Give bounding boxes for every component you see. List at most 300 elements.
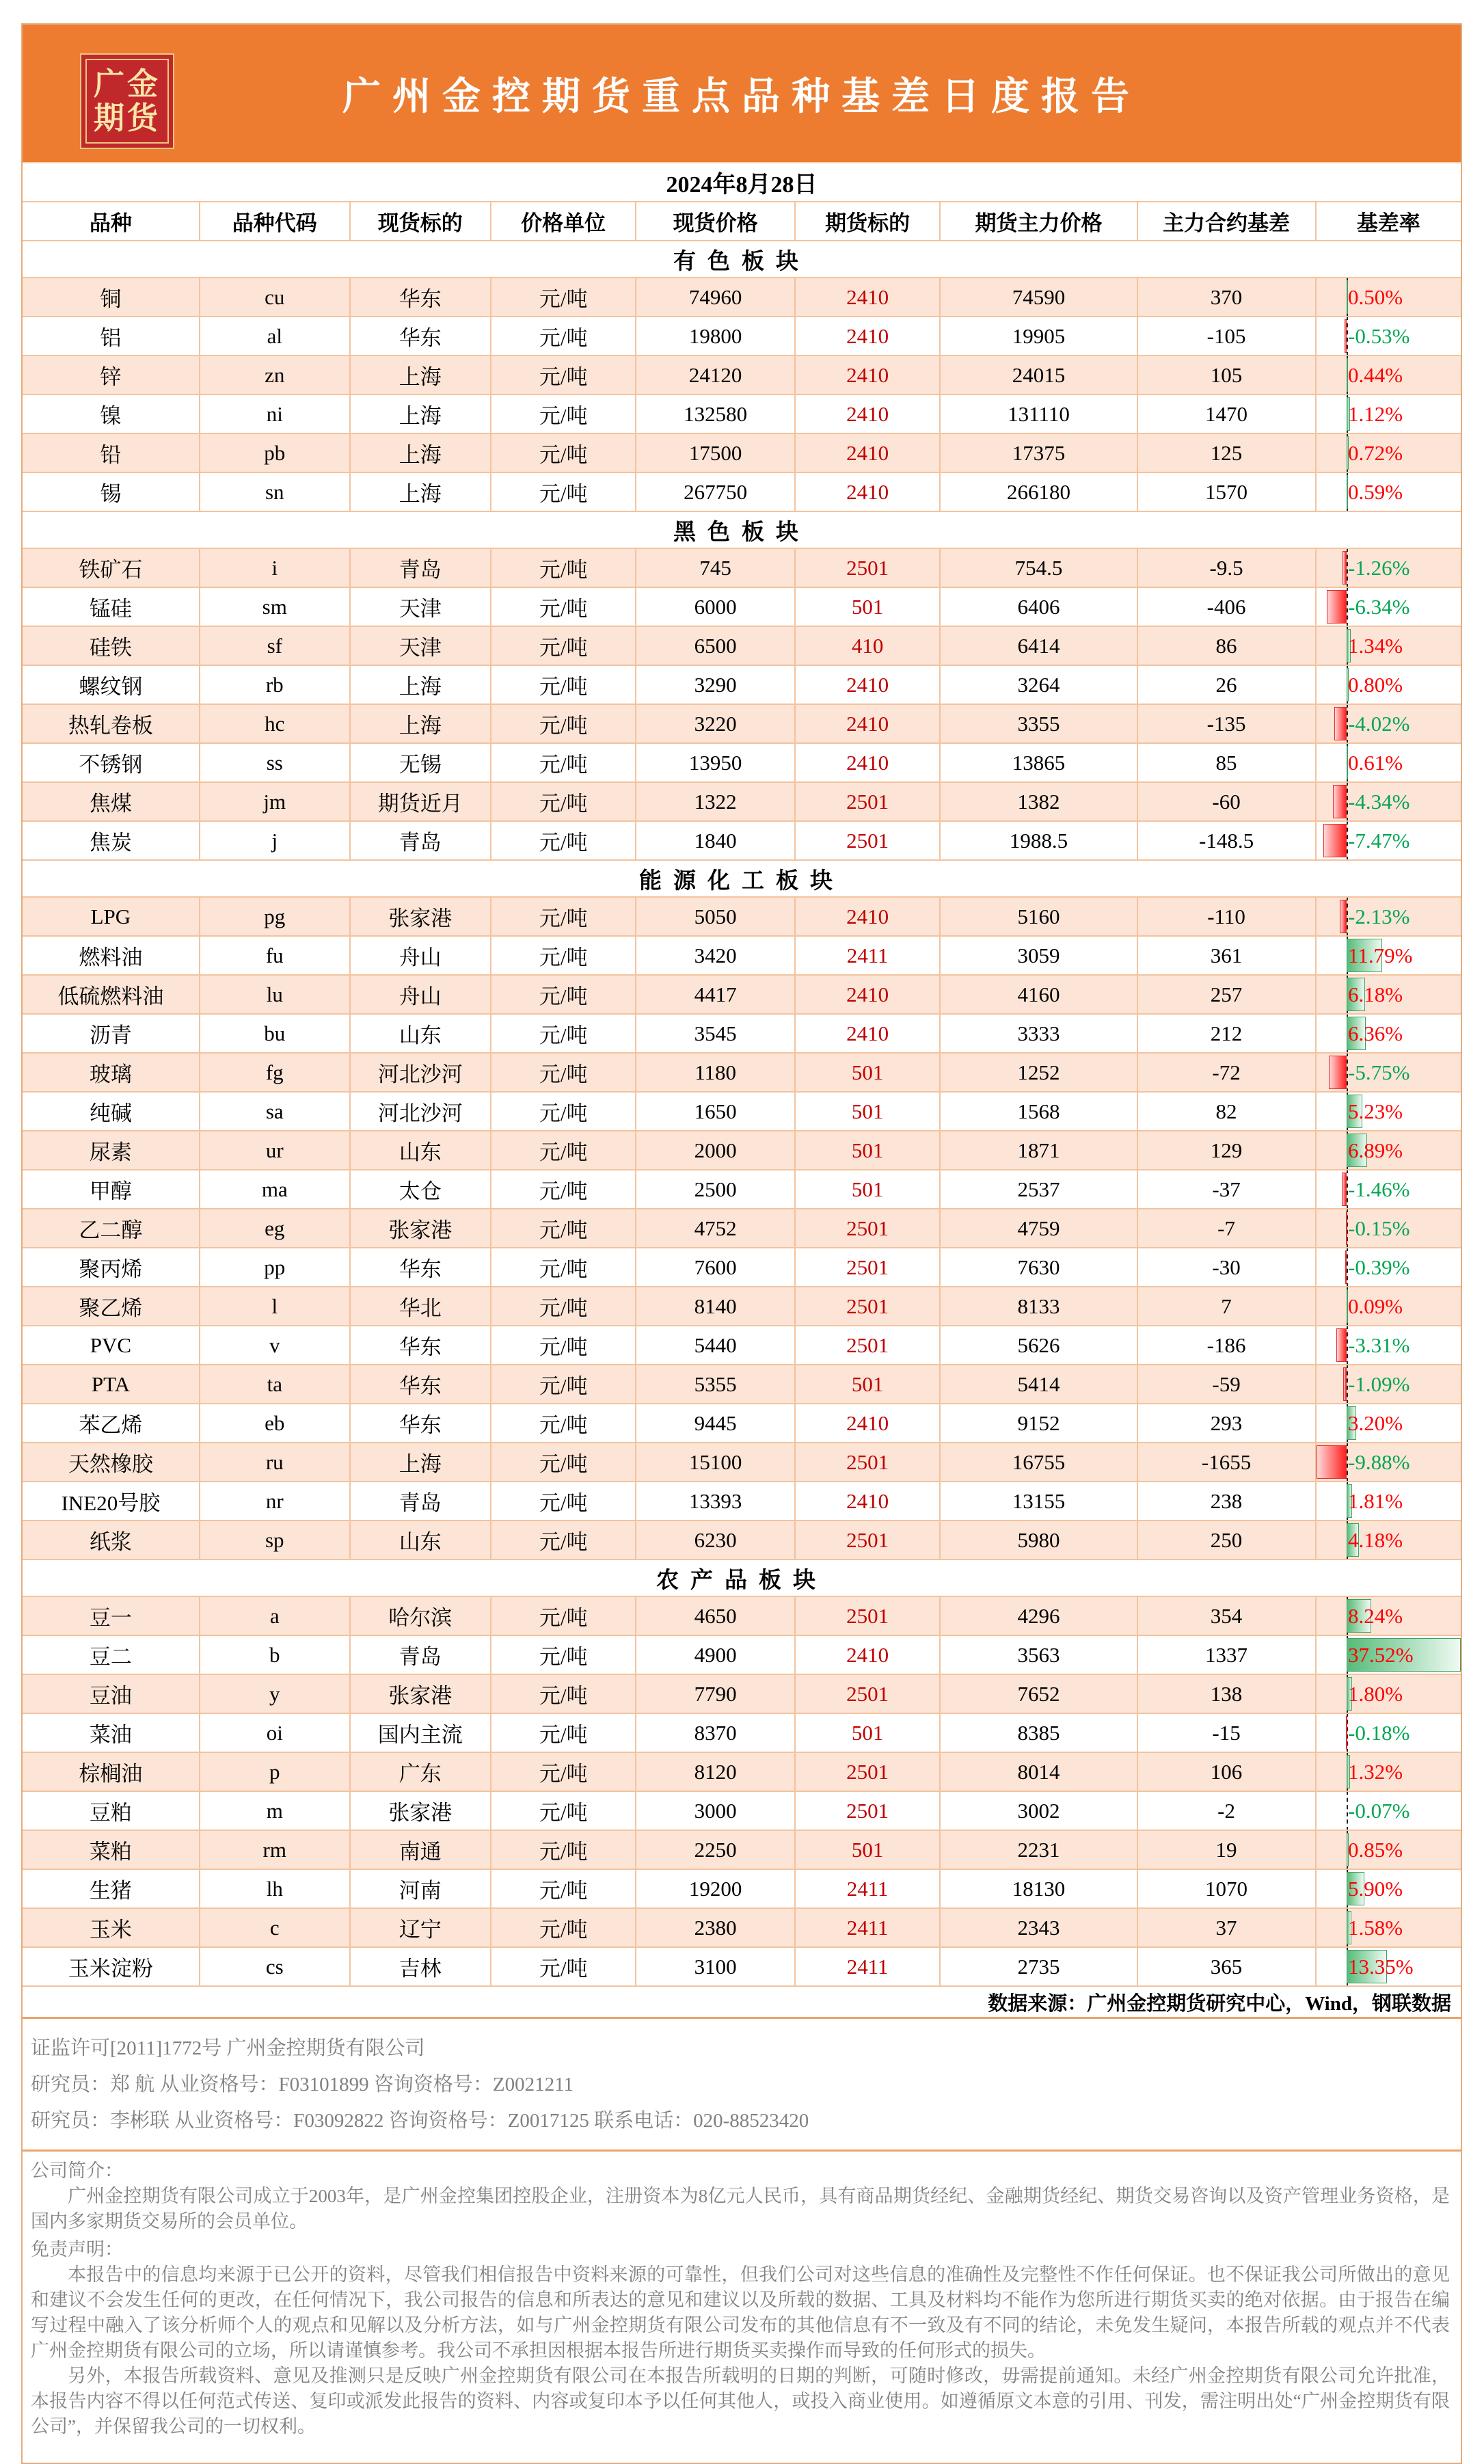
cell-basis: -105 [1138,317,1317,355]
cell-code: nr [200,1482,351,1520]
basis-rate-value: 0.61% [1348,750,1403,775]
cell-price-unit: 元/吨 [491,783,637,820]
table-row [23,1482,1461,1521]
cell-code: eg [200,1209,351,1247]
cell-spot-price: 19800 [636,317,795,355]
table-row [23,1248,1461,1287]
basis-rate-value: -4.34% [1348,789,1410,814]
cell-variety: 锌 [23,356,200,394]
cell-code: lu [200,976,351,1013]
cell-spot-target: 华东 [351,1404,491,1442]
cell-contract: 2501 [796,1675,941,1713]
cell-code: ss [200,744,351,781]
basis-rate-value: -0.39% [1348,1255,1410,1279]
cell-variety: PTA [23,1365,200,1403]
cell-basis-rate [1317,1831,1461,1869]
table-row [23,1636,1461,1675]
cell-code: sm [200,588,351,626]
basis-rate-value: 13.35% [1348,1954,1414,1979]
license-info [23,2019,1461,2152]
cell-contract: 2501 [796,1521,941,1559]
section-header: 农产品板块 [23,1560,1461,1597]
cell-variety: 锰硅 [23,588,200,626]
cell-code: p [200,1753,351,1791]
cell-code: al [200,317,351,355]
cell-basis-rate [1317,1287,1461,1325]
basis-rate-value: 4.18% [1348,1527,1403,1552]
basis-rate-value: -0.18% [1348,1720,1410,1745]
cell-contract: 501 [796,1093,941,1130]
cell-basis-rate [1317,1093,1461,1130]
basis-rate-value: 1.12% [1348,401,1403,426]
cell-basis: -2 [1138,1792,1317,1830]
cell-main-price: 1252 [941,1054,1137,1091]
cell-basis-rate [1317,1521,1461,1559]
table-row [23,1870,1461,1909]
basis-rate-value: 6.36% [1348,1021,1403,1045]
cell-spot-price: 9445 [636,1404,795,1442]
cell-basis-rate [1317,1792,1461,1830]
cell-contract: 2501 [796,822,941,859]
cell-variety: 纸浆 [23,1521,200,1559]
cell-basis-rate [1317,1675,1461,1713]
cell-basis: 129 [1138,1131,1317,1169]
cell-variety: 生猪 [23,1870,200,1907]
cell-variety: 豆油 [23,1675,200,1713]
cell-contract: 410 [796,627,941,665]
cell-main-price: 3355 [941,705,1137,742]
cell-basis: 293 [1138,1404,1317,1442]
cell-spot-target: 张家港 [351,1675,491,1713]
basis-rate-value: 11.79% [1348,943,1413,967]
cell-contract: 2410 [796,473,941,511]
cell-spot-target: 青岛 [351,1482,491,1520]
cell-basis-rate [1317,1443,1461,1481]
cell-basis-rate [1317,976,1461,1013]
table-row [23,278,1461,317]
cell-spot-target: 山东 [351,1131,491,1169]
cell-main-price: 1382 [941,783,1137,820]
table-row [23,1948,1461,1987]
cell-spot-price: 745 [636,549,795,587]
cell-main-price: 1988.5 [941,822,1137,859]
cell-main-price: 2343 [941,1909,1137,1946]
basis-rate-value: -9.88% [1348,1449,1410,1474]
basis-rate-value: 6.89% [1348,1138,1403,1162]
table-row [23,783,1461,822]
basis-rate-bar [1336,1328,1347,1362]
cell-spot-price: 3545 [636,1015,795,1052]
cell-spot-price: 267750 [636,473,795,511]
cell-variety: 菜粕 [23,1831,200,1869]
cell-spot-price: 1180 [636,1054,795,1091]
cell-variety: 焦煤 [23,783,200,820]
basis-rate-bar [1342,1173,1347,1206]
cell-basis: 365 [1138,1948,1317,1985]
cell-code: ur [200,1131,351,1169]
basis-rate-value: -6.34% [1348,594,1410,619]
cell-contract: 2410 [796,1404,941,1442]
disclaimer-block [23,2152,1461,2463]
cell-spot-price: 2000 [636,1131,795,1169]
cell-variety: INE20号胶 [23,1482,200,1520]
cell-price-unit: 元/吨 [491,278,637,316]
cell-variety: 甲醇 [23,1170,200,1208]
basis-rate-value: 1.32% [1348,1759,1403,1784]
cell-basis: -30 [1138,1248,1317,1286]
cell-basis-rate [1317,1209,1461,1247]
table-row [23,356,1461,395]
cell-contract: 2501 [796,783,941,820]
cell-spot-target: 无锡 [351,744,491,781]
cell-spot-price: 6000 [636,588,795,626]
cell-price-unit: 元/吨 [491,627,637,665]
cell-contract: 2410 [796,898,941,935]
cell-basis-rate [1317,395,1461,433]
cell-basis-rate [1317,666,1461,704]
cell-variety: 豆粕 [23,1792,200,1830]
cell-basis: 361 [1138,937,1317,974]
cell-basis-rate [1317,744,1461,781]
table-row [23,1909,1461,1948]
cell-contract: 501 [796,1054,941,1091]
column-header-4: 价格单位 [491,202,637,240]
cell-spot-price: 19200 [636,1870,795,1907]
cell-main-price: 13865 [941,744,1137,781]
cell-contract: 501 [796,1170,941,1208]
cell-variety: 沥青 [23,1015,200,1052]
cell-main-price: 131110 [941,395,1137,433]
cell-variety: 锡 [23,473,200,511]
basis-rate-value: 6.18% [1348,982,1403,1006]
cell-code: cs [200,1948,351,1985]
cell-spot-price: 6500 [636,627,795,665]
disclaimer-paragraph-1: 本报告中的信息均来源于已公开的资料，尽管我们相信报告中资料来源的可靠性，但我们公司对这些信息的准确性及完整性不作任何保证。也不保证我公司所做出的意见和建议不会发生任何的更改，在任何情况下，我公司报告的信息和所表达的意见和建议以及所载的数据、工具及材料均不能作为您所进行期货买卖的绝对依据。由于报告在编写过程中融入了该分析师个人的观点和见解以及分析方法，如与广州金控期货有限公司发布的其他信息有不一致及有不同的结论，未免发生疑问，本报告所载的观点并不代表广州金控期货有限公司的立场，所以请谨慎参考。我公司不承担因根据本报告所进行期货买卖操作而导致的任何形式的损失。 [31,2264,1450,2361]
cell-basis: 26 [1138,666,1317,704]
cell-variety: 豆一 [23,1597,200,1635]
cell-variety: 纯碱 [23,1093,200,1130]
cell-variety: 乙二醇 [23,1209,200,1247]
logo-line1: 广金 [93,66,161,101]
cell-variety: 铜 [23,278,200,316]
cell-spot-target: 张家港 [351,1792,491,1830]
cell-variety: 螺纹钢 [23,666,200,704]
table-row [23,1714,1461,1753]
basis-rate-value: 1.34% [1348,633,1403,658]
cell-spot-target: 天津 [351,627,491,665]
cell-main-price: 4296 [941,1597,1137,1635]
cell-code: sp [200,1521,351,1559]
cell-main-price: 6406 [941,588,1137,626]
cell-variety: LPG [23,898,200,935]
cell-spot-price: 4900 [636,1636,795,1674]
cell-basis: 1470 [1138,395,1317,433]
cell-main-price: 3563 [941,1636,1137,1674]
basis-rate-value: -1.46% [1348,1177,1410,1201]
company-intro-text: 广州金控期货有限公司成立于2003年，是广州金控集团控股企业，注册资本为8亿元人民币，具有商品期货经纪、金融期货经纪、期货交易咨询以及资产管理业务资格，是国内多家期货交易所的会员单位。 [31,2186,1450,2232]
basis-rate-bar [1345,319,1346,353]
basis-rate-value: 1.81% [1348,1488,1403,1513]
table-row [23,1209,1461,1248]
cell-price-unit: 元/吨 [491,822,637,859]
cell-code: ni [200,395,351,433]
cell-spot-price: 132580 [636,395,795,433]
cell-basis-rate [1317,1170,1461,1208]
cell-variety: 低硫燃料油 [23,976,200,1013]
cell-price-unit: 元/吨 [491,434,637,472]
cell-spot-target: 上海 [351,666,491,704]
cell-basis-rate [1317,473,1461,511]
cell-basis-rate [1317,1714,1461,1752]
cell-price-unit: 元/吨 [491,473,637,511]
cell-code: i [200,549,351,587]
cell-price-unit: 元/吨 [491,395,637,433]
cell-price-unit: 元/吨 [491,898,637,935]
cell-variety: 苯乙烯 [23,1404,200,1442]
cell-contract: 2410 [796,744,941,781]
cell-main-price: 17375 [941,434,1137,472]
cell-spot-price: 2250 [636,1831,795,1869]
cell-main-price: 2735 [941,1948,1137,1985]
cell-code: pp [200,1248,351,1286]
table-row [23,395,1461,434]
cell-spot-price: 7790 [636,1675,795,1713]
cell-contract: 2410 [796,278,941,316]
basis-rate-bar [1323,824,1346,857]
column-header-5: 现货价格 [636,202,795,240]
cell-basis-rate [1317,705,1461,742]
cell-contract: 501 [796,1714,941,1752]
column-header-2: 品种代码 [200,202,351,240]
cell-price-unit: 元/吨 [491,1131,637,1169]
cell-spot-price: 2380 [636,1909,795,1946]
cell-price-unit: 元/吨 [491,1093,637,1130]
cell-spot-target: 广东 [351,1753,491,1791]
cell-code: pb [200,434,351,472]
cell-basis-rate [1317,1054,1461,1091]
cell-main-price: 24015 [941,356,1137,394]
cell-spot-target: 上海 [351,434,491,472]
table-row [23,1326,1461,1365]
cell-basis-rate [1317,1365,1461,1403]
data-source-note: 数据来源：广州金控期货研究中心，Wind，钢联数据 [23,1987,1461,2019]
cell-price-unit: 元/吨 [491,1287,637,1325]
basis-rate-value: 5.90% [1348,1876,1403,1901]
cell-contract: 2501 [796,1443,941,1481]
table-row [23,1404,1461,1443]
report-title: 广州金控期货重点品种基差日度报告 [342,75,1141,118]
cell-spot-price: 7600 [636,1248,795,1286]
license-line: 证监许可[2011]1772号 广州金控期货有限公司 [31,2037,425,2059]
table-row [23,434,1461,473]
basis-rate-value: 0.59% [1348,479,1403,504]
basis-rate-bar [1340,900,1347,933]
cell-spot-target: 上海 [351,395,491,433]
cell-price-unit: 元/吨 [491,1404,637,1442]
cell-spot-target: 舟山 [351,937,491,974]
cell-main-price: 266180 [941,473,1137,511]
cell-spot-target: 山东 [351,1521,491,1559]
cell-code: v [200,1326,351,1364]
table-row [23,1597,1461,1636]
basis-rate-value: 1.58% [1348,1915,1403,1940]
cell-spot-price: 74960 [636,278,795,316]
cell-code: lh [200,1870,351,1907]
cell-code: rb [200,666,351,704]
basis-rate-bar [1343,1367,1347,1401]
cell-basis-rate [1317,1909,1461,1946]
cell-contract: 2410 [796,434,941,472]
table-row [23,976,1461,1015]
researcher-line-2: 研究员：李彬联 从业资格号：F03092822 咨询资格号：Z0017125 联系电话：020-88523420 [31,2110,809,2132]
cell-price-unit: 元/吨 [491,1948,637,1985]
cell-contract: 2501 [796,1597,941,1635]
table-row [23,317,1461,356]
cell-spot-price: 8140 [636,1287,795,1325]
cell-spot-price: 3220 [636,705,795,742]
cell-code: a [200,1597,351,1635]
cell-variety: 豆二 [23,1636,200,1674]
cell-basis: 7 [1138,1287,1317,1325]
basis-rate-value: 0.09% [1348,1294,1403,1318]
cell-basis: -37 [1138,1170,1317,1208]
cell-variety: 聚丙烯 [23,1248,200,1286]
cell-basis: -148.5 [1138,822,1317,859]
cell-code: ta [200,1365,351,1403]
table-row [23,1443,1461,1482]
basis-rate-value: 5.23% [1348,1099,1403,1123]
cell-code: y [200,1675,351,1713]
cell-variety: 硅铁 [23,627,200,665]
cell-spot-target: 河北沙河 [351,1054,491,1091]
cell-basis-rate [1317,1753,1461,1791]
cell-basis-rate [1317,1636,1461,1674]
cell-spot-price: 3100 [636,1948,795,1985]
cell-contract: 2501 [796,1792,941,1830]
section-header: 能源化工板块 [23,861,1461,898]
report-date: 2024年8月28日 [23,163,1461,202]
table-row [23,898,1461,937]
disclaimer-paragraph-2: 另外，本报告所载资料、意见及推测只是反映广州金控期货有限公司在本报告所载明的日期的判断，可随时修改，毋需提前通知。未经广州金控期货有限公司允许批准，本报告内容不得以任何范式传送、复印或派发此报告的资料、内容或复印本予以任何其他人，或投入商业使用。如遵循原文本意的引用、刊发，需注明出处“广州金控期货有限公司”，并保留我公司的一切权利。 [31,2366,1450,2437]
table-row [23,1675,1461,1714]
basis-rate-value: -0.07% [1348,1798,1410,1823]
cell-price-unit: 元/吨 [491,1675,637,1713]
basis-rate-value: 8.24% [1348,1603,1403,1628]
table-row [23,1753,1461,1792]
basis-rate-value: 0.50% [1348,284,1403,309]
cell-spot-price: 3420 [636,937,795,974]
basis-rate-bar [1334,707,1347,740]
table-row [23,1170,1461,1209]
cell-basis: 212 [1138,1015,1317,1052]
cell-main-price: 1871 [941,1131,1137,1169]
table-row [23,588,1461,627]
cell-basis: 125 [1138,434,1317,472]
cell-price-unit: 元/吨 [491,1326,637,1364]
cell-basis: 106 [1138,1753,1317,1791]
cell-price-unit: 元/吨 [491,588,637,626]
cell-code: fg [200,1054,351,1091]
cell-contract: 2501 [796,549,941,587]
cell-main-price: 5160 [941,898,1137,935]
cell-price-unit: 元/吨 [491,1209,637,1247]
cell-spot-target: 太仓 [351,1170,491,1208]
cell-code: j [200,822,351,859]
cell-price-unit: 元/吨 [491,317,637,355]
cell-variety: 不锈钢 [23,744,200,781]
cell-spot-price: 4752 [636,1209,795,1247]
cell-basis: -9.5 [1138,549,1317,587]
table-row [23,473,1461,512]
basis-rate-value: 0.72% [1348,440,1403,465]
cell-spot-target: 山东 [351,1015,491,1052]
cell-basis-rate [1317,588,1461,626]
cell-code: oi [200,1714,351,1752]
basis-rate-value: -7.47% [1348,828,1410,853]
table-row [23,1521,1461,1560]
cell-spot-price: 1322 [636,783,795,820]
cell-price-unit: 元/吨 [491,1015,637,1052]
table-row [23,1093,1461,1131]
basis-rate-bar [1333,785,1346,818]
table-row [23,666,1461,705]
cell-code: c [200,1909,351,1946]
cell-spot-price: 4650 [636,1597,795,1635]
cell-spot-target: 期货近月 [351,783,491,820]
basis-rate-value: -0.53% [1348,323,1410,348]
cell-basis: 1337 [1138,1636,1317,1674]
basis-rate-bar [1346,1716,1347,1750]
cell-code: sn [200,473,351,511]
basis-rate-bar [1329,1056,1347,1089]
cell-spot-target: 哈尔滨 [351,1597,491,1635]
cell-price-unit: 元/吨 [491,1170,637,1208]
cell-spot-target: 华东 [351,1248,491,1286]
cell-basis-rate [1317,278,1461,316]
basis-rate-value: -0.15% [1348,1216,1410,1240]
cell-code: fu [200,937,351,974]
cell-basis: 82 [1138,1093,1317,1130]
logo-line2: 期货 [93,101,161,135]
cell-variety: 棕榈油 [23,1753,200,1791]
cell-contract: 501 [796,1831,941,1869]
cell-contract: 2501 [796,1248,941,1286]
cell-main-price: 4759 [941,1209,1137,1247]
cell-basis-rate [1317,898,1461,935]
cell-basis: 257 [1138,976,1317,1013]
cell-basis-rate [1317,627,1461,665]
table-row [23,1792,1461,1831]
table-row [23,937,1461,976]
table-row [23,1131,1461,1170]
table-row [23,822,1461,861]
column-header-7: 期货主力价格 [941,202,1137,240]
cell-price-unit: 元/吨 [491,356,637,394]
column-header-9: 基差率 [1356,211,1420,235]
cell-spot-price: 1650 [636,1093,795,1130]
cell-code: pg [200,898,351,935]
cell-spot-target: 华东 [351,1326,491,1364]
cell-spot-price: 4417 [636,976,795,1013]
cell-main-price: 16755 [941,1443,1137,1481]
cell-basis: 238 [1138,1482,1317,1520]
cell-spot-target: 上海 [351,1443,491,1481]
cell-code: ru [200,1443,351,1481]
cell-price-unit: 元/吨 [491,666,637,704]
table-row [23,1831,1461,1870]
cell-contract: 2410 [796,1636,941,1674]
cell-basis-rate [1317,1870,1461,1907]
